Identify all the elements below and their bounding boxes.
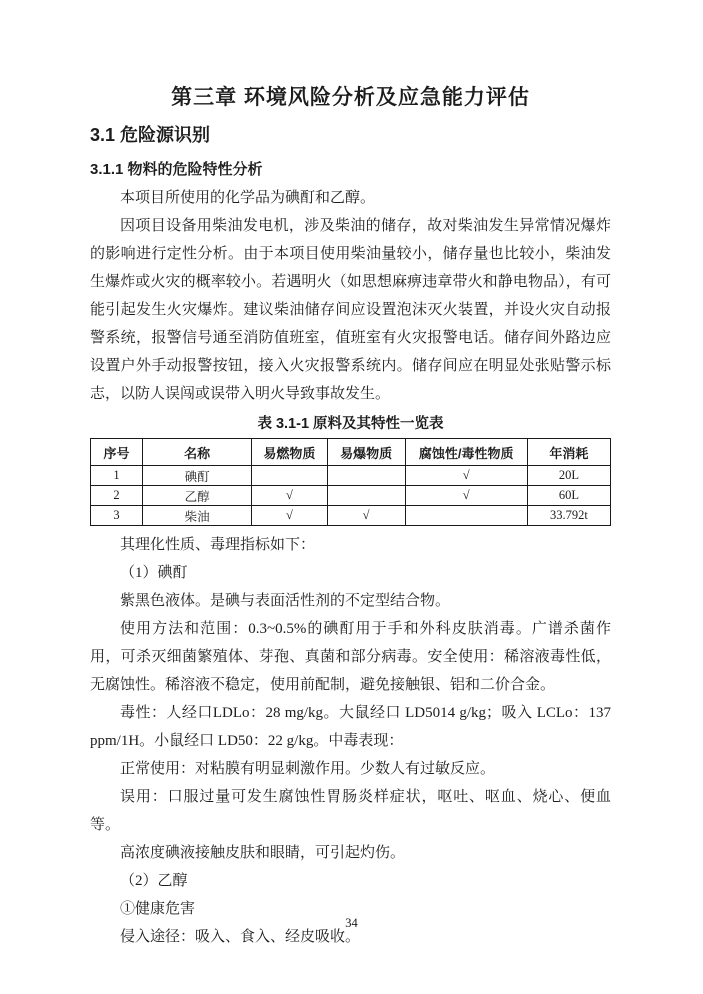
table-cell: 1 — [91, 466, 143, 486]
paragraph: 本项目所使用的化学品为碘酊和乙醇。 — [120, 190, 376, 206]
table-row — [91, 486, 611, 506]
table-header-cell: 易燃物质 — [252, 439, 327, 466]
table-cell — [252, 466, 327, 486]
table-cell: 柴油 — [143, 506, 252, 526]
paragraph: 毒性：人经口LDLo：28 mg/kg。大鼠经口 LD5014 g/kg；吸入 LCLo：137 ppm/1H。小鼠经口 LD50：22 g/kg。中毒表现： — [90, 705, 611, 749]
page-number: 34 — [345, 916, 358, 930]
table-header-cell: 腐蚀性/毒性物质 — [405, 439, 527, 466]
table-header-cell: 序号 — [91, 439, 143, 466]
table-cell: 33.792t — [527, 506, 610, 526]
table-cell: √ — [252, 486, 327, 506]
table-cell: 20L — [527, 466, 610, 486]
table-caption: 表 3.1-1 原料及其特性一览表 — [257, 416, 444, 432]
table-body — [91, 466, 611, 526]
body-paragraphs-after-table — [90, 531, 611, 951]
table-cell — [405, 506, 527, 526]
section-heading: 3.1 危险源识别 — [90, 125, 211, 145]
subsection-heading: 3.1.1 物料的危险特性分析 — [90, 161, 263, 178]
body-paragraphs-before-table — [90, 184, 611, 408]
paragraph: 其理化性质、毒理指标如下： — [120, 537, 316, 553]
paragraph: 因项目设备用柴油发电机，涉及柴油的储存，故对柴油发生异常情况爆炸的影响进行定性分析。由于本项目使用柴油量较小，储存量也比较小，柴油发生爆炸或火灾的概率较小。若遇明火（如思想麻痹违章带火和静电物品），有可能引起发生火灾爆炸。建议柴油储存间应设置泡沫灭火装置，并设火灾自动报警系统，报警信号通至消防值班室，值班室有火灾报警电话。储存间外路边应设置户外手动报警按钮，接入火灾报警系统内。储存间应在明显处张贴警示标志，以防人误闯或误带入明火导致事故发生。 — [90, 218, 611, 402]
table-header-cell: 名称 — [143, 439, 252, 466]
table-header-row — [91, 439, 611, 466]
paragraph: 正常使用：对粘膜有明显刺激作用。少数人有过敏反应。 — [120, 761, 496, 777]
materials-table — [90, 438, 611, 526]
table-cell: √ — [252, 506, 327, 526]
table-cell: 碘酊 — [143, 466, 252, 486]
table-cell: √ — [405, 466, 527, 486]
table-cell: 2 — [91, 486, 143, 506]
table-header-cell: 年消耗 — [527, 439, 610, 466]
paragraph: 使用方法和范围：0.3~0.5%的碘酊用于手和外科皮肤消毒。广谱杀菌作用，可杀灭细菌繁殖体、芽孢、真菌和部分病毒。安全使用：稀溶液毒性低，无腐蚀性。稀溶液不稳定，使用前配制，避免接触银、铝和二价合金。 — [90, 621, 611, 693]
table-cell: 60L — [527, 486, 610, 506]
table-cell: √ — [405, 486, 527, 506]
chapter-title: 第三章 环境风险分析及应急能力评估 — [171, 86, 530, 109]
table-cell: 3 — [91, 506, 143, 526]
table-cell — [327, 466, 405, 486]
paragraph: （2）乙醇 — [120, 873, 188, 889]
table-header-cell: 易爆物质 — [327, 439, 405, 466]
paragraph: 误用：口服过量可发生腐蚀性胃肠炎样症状，呕吐、呕血、烧心、便血等。 — [90, 789, 611, 833]
paragraph: （1）碘酊 — [120, 565, 188, 581]
table-row — [91, 466, 611, 486]
table-row — [91, 506, 611, 526]
paragraph: 侵入途径：吸入、食入、经皮吸收。 — [120, 929, 361, 945]
table-cell: √ — [327, 506, 405, 526]
table-cell — [327, 486, 405, 506]
paragraph: 高浓度碘液接触皮肤和眼睛，可引起灼伤。 — [120, 845, 406, 861]
table-cell: 乙醇 — [143, 486, 252, 506]
paragraph: 紫黑色液体。是碘与表面活性剂的不定型结合物。 — [120, 593, 451, 609]
paragraph: ①健康危害 — [120, 901, 196, 917]
